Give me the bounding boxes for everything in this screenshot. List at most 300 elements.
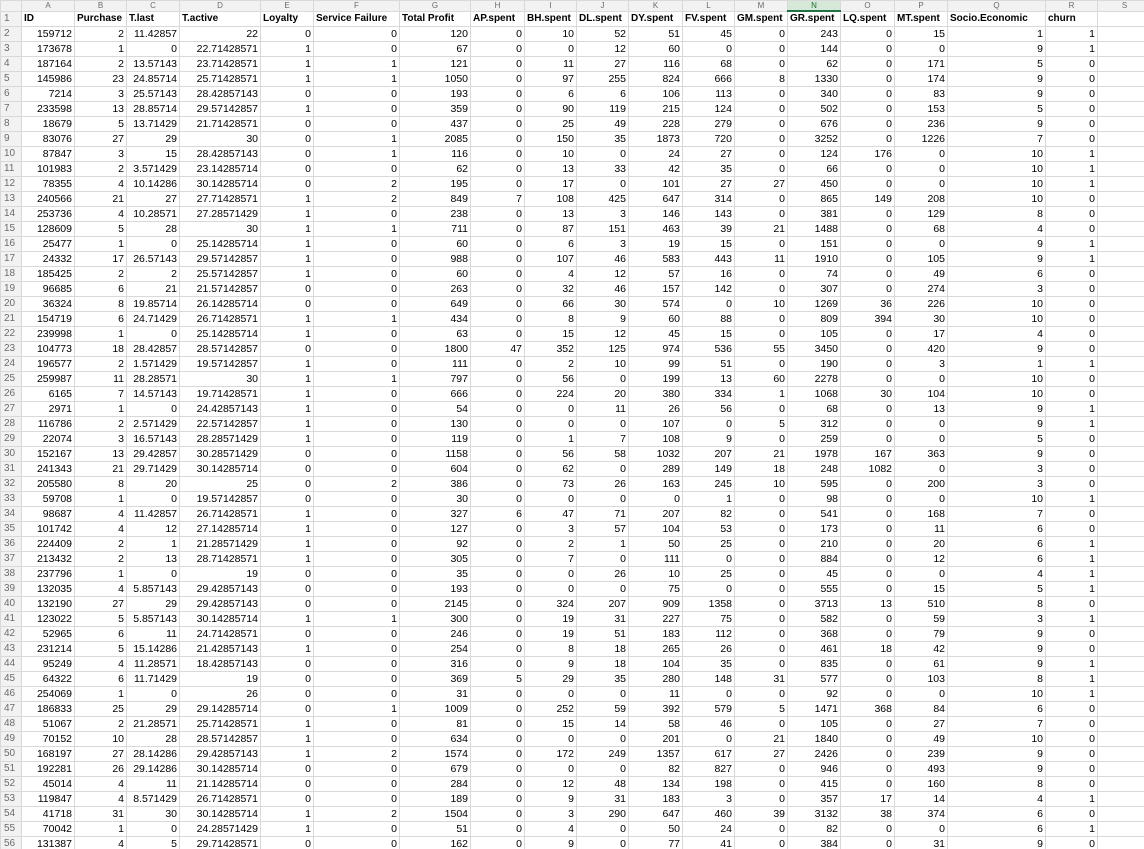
data-cell[interactable]: 974	[629, 342, 683, 357]
data-cell[interactable]: 12	[127, 522, 180, 537]
data-cell[interactable]: 28.42857143	[180, 87, 261, 102]
data-cell[interactable]: 6	[948, 702, 1046, 717]
data-cell[interactable]: 33	[577, 162, 629, 177]
data-cell[interactable]: 835	[788, 657, 841, 672]
data-cell[interactable]: 29.71429	[127, 462, 180, 477]
data-cell[interactable]: 0	[261, 342, 314, 357]
data-cell[interactable]: 29.42857143	[180, 747, 261, 762]
data-cell[interactable]: 208	[895, 192, 948, 207]
data-cell[interactable]: 1	[261, 732, 314, 747]
data-cell[interactable]: 824	[629, 72, 683, 87]
data-cell[interactable]	[1098, 702, 1144, 717]
data-cell[interactable]: 107	[525, 252, 577, 267]
data-cell[interactable]: 0	[841, 612, 895, 627]
data-cell[interactable]: 25.57142857	[180, 267, 261, 282]
data-cell[interactable]: 66	[525, 297, 577, 312]
data-cell[interactable]	[1098, 807, 1144, 822]
data-cell[interactable]: 23.71428571	[180, 57, 261, 72]
data-cell[interactable]: 0	[1046, 477, 1098, 492]
data-cell[interactable]: 0	[841, 567, 895, 582]
data-cell[interactable]: 0	[895, 42, 948, 57]
data-cell[interactable]: 104	[629, 657, 683, 672]
data-cell[interactable]	[1098, 537, 1144, 552]
data-cell[interactable]: 24.42857143	[180, 402, 261, 417]
data-cell[interactable]: 241343	[22, 462, 75, 477]
data-cell[interactable]: 324	[525, 597, 577, 612]
data-cell[interactable]: 1	[1046, 672, 1098, 687]
data-cell[interactable]: 198	[683, 777, 735, 792]
data-cell[interactable]: 17	[841, 792, 895, 807]
data-cell[interactable]: 56	[525, 447, 577, 462]
row-number[interactable]: 45	[1, 672, 22, 687]
data-cell[interactable]: 47	[525, 507, 577, 522]
data-cell[interactable]: 12	[577, 327, 629, 342]
data-cell[interactable]: 0	[841, 507, 895, 522]
data-cell[interactable]: 62	[400, 162, 471, 177]
data-cell[interactable]: 238	[400, 207, 471, 222]
data-cell[interactable]: 1	[1046, 162, 1098, 177]
data-cell[interactable]: 334	[683, 387, 735, 402]
row-number[interactable]: 8	[1, 117, 22, 132]
data-cell[interactable]: 460	[683, 807, 735, 822]
data-cell[interactable]: 173	[788, 522, 841, 537]
column-title-cell[interactable]: Purchase	[75, 11, 127, 27]
data-cell[interactable]: 29.14285714	[180, 702, 261, 717]
data-cell[interactable]: 18.42857143	[180, 657, 261, 672]
data-cell[interactable]: 49	[895, 732, 948, 747]
data-cell[interactable]: 7	[577, 432, 629, 447]
data-cell[interactable]: 2	[75, 267, 127, 282]
data-cell[interactable]: 19.85714	[127, 297, 180, 312]
data-cell[interactable]: 189	[400, 792, 471, 807]
data-cell[interactable]: 5	[75, 612, 127, 627]
data-cell[interactable]: 5	[948, 432, 1046, 447]
row-number[interactable]: 50	[1, 747, 22, 762]
data-cell[interactable]: 0	[471, 612, 525, 627]
data-cell[interactable]: 35	[400, 567, 471, 582]
data-cell[interactable]: 159712	[22, 27, 75, 42]
data-cell[interactable]: 14	[577, 717, 629, 732]
data-cell[interactable]: 6	[948, 267, 1046, 282]
data-cell[interactable]: 0	[314, 282, 400, 297]
data-cell[interactable]: 1	[314, 702, 400, 717]
data-cell[interactable]: 1	[314, 57, 400, 72]
data-cell[interactable]: 17	[525, 177, 577, 192]
data-cell[interactable]: 0	[471, 642, 525, 657]
data-cell[interactable]: 415	[788, 777, 841, 792]
data-cell[interactable]: 145986	[22, 72, 75, 87]
data-cell[interactable]: 0	[261, 447, 314, 462]
data-cell[interactable]: 0	[314, 387, 400, 402]
data-cell[interactable]: 6	[75, 282, 127, 297]
data-cell[interactable]: 0	[314, 537, 400, 552]
data-cell[interactable]: 1050	[400, 72, 471, 87]
data-cell[interactable]: 1	[314, 372, 400, 387]
data-cell[interactable]: 1	[1046, 417, 1098, 432]
data-cell[interactable]: 183	[629, 792, 683, 807]
data-cell[interactable]: 0	[471, 132, 525, 147]
data-cell[interactable]: 0	[1046, 717, 1098, 732]
data-cell[interactable]: 1	[314, 312, 400, 327]
data-cell[interactable]: 9	[948, 642, 1046, 657]
data-cell[interactable]: 0	[683, 417, 735, 432]
data-cell[interactable]: 13	[75, 102, 127, 117]
data-cell[interactable]: 30.14285714	[180, 612, 261, 627]
data-cell[interactable]: 30	[400, 492, 471, 507]
data-cell[interactable]: 1	[75, 327, 127, 342]
data-cell[interactable]: 27.71428571	[180, 192, 261, 207]
data-cell[interactable]: 9	[525, 657, 577, 672]
data-cell[interactable]	[1098, 627, 1144, 642]
data-cell[interactable]: 255	[577, 72, 629, 87]
data-cell[interactable]: 352	[525, 342, 577, 357]
data-cell[interactable]	[1098, 72, 1144, 87]
data-cell[interactable]: 56	[525, 372, 577, 387]
data-cell[interactable]: 231214	[22, 642, 75, 657]
data-cell[interactable]: 1	[1046, 822, 1098, 837]
row-number[interactable]: 32	[1, 477, 22, 492]
data-cell[interactable]: 666	[400, 387, 471, 402]
data-cell[interactable]: 0	[577, 762, 629, 777]
data-cell[interactable]: 0	[735, 612, 788, 627]
data-cell[interactable]: 5	[75, 222, 127, 237]
data-cell[interactable]: 21	[735, 222, 788, 237]
data-cell[interactable]: 1068	[788, 387, 841, 402]
data-cell[interactable]: 10.14286	[127, 177, 180, 192]
data-cell[interactable]: 10	[948, 147, 1046, 162]
data-cell[interactable]: 0	[471, 537, 525, 552]
data-cell[interactable]: 210	[788, 537, 841, 552]
data-cell[interactable]: 0	[1046, 102, 1098, 117]
row-number[interactable]: 27	[1, 402, 22, 417]
row-number[interactable]: 2	[1, 27, 22, 42]
data-cell[interactable]: 21	[75, 462, 127, 477]
data-cell[interactable]: 151	[788, 237, 841, 252]
data-cell[interactable]: 0	[314, 102, 400, 117]
data-cell[interactable]: 0	[314, 672, 400, 687]
data-cell[interactable]: 0	[1046, 192, 1098, 207]
data-cell[interactable]: 4	[75, 177, 127, 192]
column-title-cell[interactable]: Loyalty	[261, 11, 314, 27]
data-cell[interactable]: 1	[1046, 357, 1098, 372]
data-cell[interactable]: 19	[629, 237, 683, 252]
data-cell[interactable]: 26	[75, 762, 127, 777]
data-cell[interactable]: 9	[948, 417, 1046, 432]
data-cell[interactable]: 0	[735, 582, 788, 597]
data-cell[interactable]: 0	[1046, 627, 1098, 642]
data-cell[interactable]: 849	[400, 192, 471, 207]
data-cell[interactable]: 146	[629, 207, 683, 222]
data-cell[interactable]: 52965	[22, 627, 75, 642]
data-cell[interactable]: 8	[948, 597, 1046, 612]
data-cell[interactable]: 62	[788, 57, 841, 72]
data-cell[interactable]: 243	[788, 27, 841, 42]
data-cell[interactable]: 711	[400, 222, 471, 237]
data-cell[interactable]: 1	[261, 207, 314, 222]
data-cell[interactable]: 1	[261, 417, 314, 432]
data-cell[interactable]: 1	[261, 402, 314, 417]
row-number[interactable]: 19	[1, 282, 22, 297]
data-cell[interactable]: 0	[895, 417, 948, 432]
data-cell[interactable]: 18	[735, 462, 788, 477]
data-cell[interactable]: 27	[895, 717, 948, 732]
data-cell[interactable]: 0	[314, 717, 400, 732]
data-cell[interactable]: 30	[180, 222, 261, 237]
data-cell[interactable]: 28	[127, 732, 180, 747]
data-cell[interactable]: 83076	[22, 132, 75, 147]
data-cell[interactable]: 1	[1046, 27, 1098, 42]
data-cell[interactable]: 50	[629, 822, 683, 837]
data-cell[interactable]: 1	[1046, 492, 1098, 507]
data-cell[interactable]: 1	[261, 747, 314, 762]
data-cell[interactable]: 1	[683, 492, 735, 507]
data-cell[interactable]: 1	[261, 192, 314, 207]
data-cell[interactable]: 104773	[22, 342, 75, 357]
data-cell[interactable]: 7	[948, 717, 1046, 732]
data-cell[interactable]: 29.57142857	[180, 102, 261, 117]
data-cell[interactable]: 0	[841, 177, 895, 192]
data-cell[interactable]: 0	[841, 732, 895, 747]
data-cell[interactable]: 15	[525, 327, 577, 342]
data-cell[interactable]	[1098, 267, 1144, 282]
row-number[interactable]: 30	[1, 447, 22, 462]
data-cell[interactable]: 1	[261, 612, 314, 627]
data-cell[interactable]: 227	[629, 612, 683, 627]
data-cell[interactable]: 0	[735, 492, 788, 507]
data-cell[interactable]: 4	[948, 792, 1046, 807]
data-cell[interactable]: 0	[261, 282, 314, 297]
data-cell[interactable]: 27	[75, 747, 127, 762]
data-cell[interactable]: 3	[577, 237, 629, 252]
data-cell[interactable]: 0	[261, 147, 314, 162]
data-cell[interactable]: 0	[261, 702, 314, 717]
data-cell[interactable]: 30.14285714	[180, 762, 261, 777]
data-cell[interactable]: 2	[314, 747, 400, 762]
data-cell[interactable]: 0	[841, 687, 895, 702]
data-cell[interactable]	[1098, 132, 1144, 147]
data-cell[interactable]: 254069	[22, 687, 75, 702]
data-cell[interactable]: 21.71428571	[180, 117, 261, 132]
data-cell[interactable]: 0	[261, 297, 314, 312]
data-cell[interactable]	[1098, 462, 1144, 477]
data-cell[interactable]: 1	[1046, 657, 1098, 672]
data-cell[interactable]: 13	[841, 597, 895, 612]
data-cell[interactable]: 3.571429	[127, 162, 180, 177]
data-cell[interactable]: 0	[1046, 387, 1098, 402]
data-cell[interactable]: 68	[895, 222, 948, 237]
data-cell[interactable]: 59	[895, 612, 948, 627]
data-cell[interactable]: 98687	[22, 507, 75, 522]
data-cell[interactable]: 39	[683, 222, 735, 237]
row-number[interactable]: 26	[1, 387, 22, 402]
data-cell[interactable]: 160	[895, 777, 948, 792]
data-cell[interactable]: 61	[895, 657, 948, 672]
data-cell[interactable]: 1	[75, 687, 127, 702]
data-cell[interactable]: 0	[1046, 342, 1098, 357]
data-cell[interactable]: 254	[400, 642, 471, 657]
data-cell[interactable]: 24	[629, 147, 683, 162]
data-cell[interactable]: 380	[629, 387, 683, 402]
data-cell[interactable]: 101983	[22, 162, 75, 177]
data-cell[interactable]: 246	[400, 627, 471, 642]
data-cell[interactable]: 7	[948, 132, 1046, 147]
data-cell[interactable]: 28.28571429	[180, 432, 261, 447]
data-cell[interactable]: 30	[127, 807, 180, 822]
data-cell[interactable]: 10	[948, 687, 1046, 702]
data-cell[interactable]: 10	[948, 732, 1046, 747]
data-cell[interactable]: 0	[1046, 837, 1098, 849]
data-cell[interactable]: 4	[525, 822, 577, 837]
data-cell[interactable]: 49	[577, 117, 629, 132]
data-cell[interactable]: 25	[75, 702, 127, 717]
row-number[interactable]: 10	[1, 147, 22, 162]
data-cell[interactable]: 0	[261, 627, 314, 642]
data-cell[interactable]	[1098, 27, 1144, 42]
data-cell[interactable]: 502	[788, 102, 841, 117]
data-cell[interactable]: 8	[948, 207, 1046, 222]
data-cell[interactable]: 3713	[788, 597, 841, 612]
data-cell[interactable]: 12	[525, 777, 577, 792]
data-cell[interactable]: 3	[948, 477, 1046, 492]
data-cell[interactable]: 0	[261, 762, 314, 777]
row-number[interactable]: 53	[1, 792, 22, 807]
data-cell[interactable]: 0	[1046, 297, 1098, 312]
data-cell[interactable]: 87847	[22, 147, 75, 162]
data-cell[interactable]: 0	[471, 162, 525, 177]
data-cell[interactable]: 142	[683, 282, 735, 297]
data-cell[interactable]: 45	[629, 327, 683, 342]
data-cell[interactable]: 87	[525, 222, 577, 237]
data-cell[interactable]: 0	[735, 27, 788, 42]
data-cell[interactable]: 45	[788, 567, 841, 582]
data-cell[interactable]: 1	[261, 552, 314, 567]
data-cell[interactable]: 0	[314, 627, 400, 642]
data-cell[interactable]: 0	[735, 357, 788, 372]
data-cell[interactable]: 6	[525, 237, 577, 252]
data-cell[interactable]: 3132	[788, 807, 841, 822]
column-title-cell[interactable]: Socio.Economic	[948, 11, 1046, 27]
data-cell[interactable]: 77	[629, 837, 683, 849]
data-cell[interactable]: 1	[1046, 252, 1098, 267]
data-cell[interactable]: 0	[314, 822, 400, 837]
data-cell[interactable]: 116	[629, 57, 683, 72]
data-cell[interactable]: 249	[577, 747, 629, 762]
data-cell[interactable]: 0	[314, 567, 400, 582]
data-cell[interactable]: 0	[841, 432, 895, 447]
data-cell[interactable]: 0	[735, 657, 788, 672]
data-cell[interactable]: 0	[577, 552, 629, 567]
data-cell[interactable]: 363	[895, 447, 948, 462]
data-cell[interactable]: 0	[841, 237, 895, 252]
data-cell[interactable]	[1098, 207, 1144, 222]
data-cell[interactable]: 0	[735, 87, 788, 102]
data-cell[interactable]: 19.57142857	[180, 492, 261, 507]
data-cell[interactable]	[1098, 192, 1144, 207]
data-cell[interactable]: 0	[471, 57, 525, 72]
data-cell[interactable]: 0	[471, 222, 525, 237]
data-cell[interactable]: 30	[180, 132, 261, 147]
data-cell[interactable]: 11.42857	[127, 27, 180, 42]
data-cell[interactable]: 21	[735, 732, 788, 747]
data-cell[interactable]: 31	[735, 672, 788, 687]
row-number[interactable]: 1	[1, 11, 22, 27]
data-cell[interactable]: 0	[471, 702, 525, 717]
data-cell[interactable]: 0	[895, 432, 948, 447]
data-cell[interactable]: 0	[525, 582, 577, 597]
data-cell[interactable]: 228	[629, 117, 683, 132]
data-cell[interactable]: 78355	[22, 177, 75, 192]
data-cell[interactable]: 9	[525, 792, 577, 807]
data-cell[interactable]: 0	[314, 402, 400, 417]
data-cell[interactable]: 23	[75, 72, 127, 87]
data-cell[interactable]: 1	[1046, 582, 1098, 597]
data-cell[interactable]: 1	[735, 387, 788, 402]
data-cell[interactable]: 0	[895, 462, 948, 477]
column-header-k[interactable]: K	[629, 1, 683, 12]
data-cell[interactable]: 18	[577, 642, 629, 657]
data-cell[interactable]: 0	[1046, 432, 1098, 447]
data-cell[interactable]: 0	[683, 42, 735, 57]
data-cell[interactable]: 67	[400, 42, 471, 57]
data-cell[interactable]: 1	[75, 42, 127, 57]
data-cell[interactable]: 0	[841, 267, 895, 282]
column-header-m[interactable]: M	[735, 1, 788, 12]
column-title-cell[interactable]	[1098, 11, 1144, 27]
data-cell[interactable]: 720	[683, 132, 735, 147]
data-cell[interactable]: 7	[75, 387, 127, 402]
data-cell[interactable]: 47	[471, 342, 525, 357]
data-cell[interactable]: 0	[471, 762, 525, 777]
data-cell[interactable]: 82	[788, 822, 841, 837]
data-cell[interactable]	[1098, 747, 1144, 762]
column-header-n[interactable]: N	[788, 1, 841, 12]
data-cell[interactable]: 2	[127, 267, 180, 282]
data-cell[interactable]: 0	[261, 657, 314, 672]
data-cell[interactable]: 0	[314, 117, 400, 132]
data-cell[interactable]: 49	[895, 267, 948, 282]
data-cell[interactable]: 105	[895, 252, 948, 267]
data-cell[interactable]: 6	[948, 537, 1046, 552]
data-cell[interactable]: 13	[683, 372, 735, 387]
data-cell[interactable]: 0	[735, 207, 788, 222]
data-cell[interactable]: 46	[577, 252, 629, 267]
data-cell[interactable]: 649	[400, 297, 471, 312]
data-cell[interactable]: 0	[841, 42, 895, 57]
row-number[interactable]: 52	[1, 777, 22, 792]
data-cell[interactable]: 0	[261, 837, 314, 849]
data-cell[interactable]: 3	[895, 357, 948, 372]
data-cell[interactable]: 168197	[22, 747, 75, 762]
data-cell[interactable]: 541	[788, 507, 841, 522]
data-cell[interactable]: 245	[683, 477, 735, 492]
data-cell[interactable]: 0	[471, 597, 525, 612]
data-cell[interactable]: 51	[629, 27, 683, 42]
data-cell[interactable]: 9	[948, 837, 1046, 849]
data-cell[interactable]: 3252	[788, 132, 841, 147]
data-cell[interactable]: 19	[525, 612, 577, 627]
data-cell[interactable]: 11	[127, 627, 180, 642]
data-cell[interactable]: 0	[471, 747, 525, 762]
data-cell[interactable]: 31	[577, 612, 629, 627]
data-cell[interactable]: 0	[1046, 372, 1098, 387]
column-header-p[interactable]: P	[895, 1, 948, 12]
data-cell[interactable]: 35	[683, 162, 735, 177]
data-cell[interactable]: 19.57142857	[180, 357, 261, 372]
data-cell[interactable]: 1	[577, 537, 629, 552]
data-cell[interactable]: 0	[683, 582, 735, 597]
data-cell[interactable]: 0	[841, 102, 895, 117]
data-cell[interactable]: 3	[525, 522, 577, 537]
